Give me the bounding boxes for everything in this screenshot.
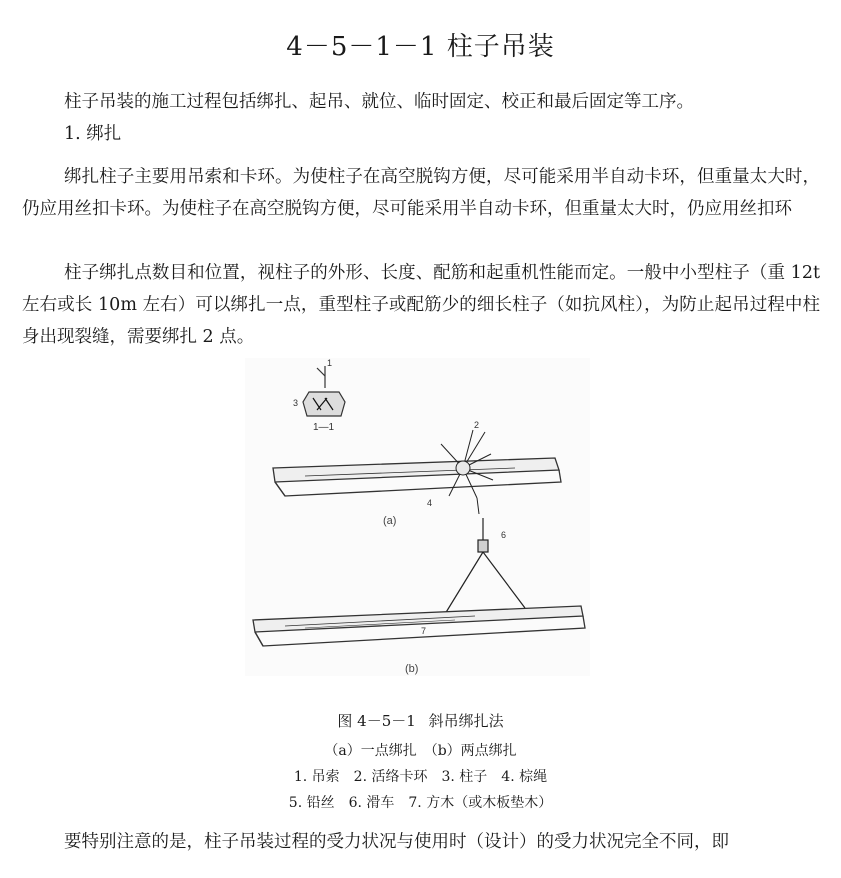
- callout-2-a: 2: [474, 420, 480, 430]
- callout-6-b: 6: [501, 530, 507, 540]
- diagram-a-label: (a): [383, 515, 397, 527]
- figure-subcaption: （a）一点绑扎 （b）两点绑扎: [324, 743, 517, 759]
- figure-legend-line-2: 5. 铅丝 6. 滑车 7. 方木（或木板垫木）: [288, 795, 553, 811]
- figure-number: 图 4－5－1: [337, 712, 416, 730]
- callout-4-a: 4: [427, 498, 433, 508]
- callout-1-top: 1: [327, 358, 333, 368]
- binding-points-paragraph: 柱子绑扎点数目和位置，视柱子的外形、长度、配筋和起重机性能而定。一般中小型柱子（重 12t 左右或长 10m 左右）可以绑扎一点，重型柱子或配筋少的细长柱子（如抗风柱），为防止起吊过程中柱身出现裂缝，需要绑扎 2 点。: [22, 263, 820, 347]
- closing-paragraph: 要特别注意的是，柱子吊装过程的受力状况与使用时（设计）的受力状况完全不同，即: [64, 832, 729, 852]
- intro-paragraph: 柱子吊装的施工过程包括绑扎、起吊、就位、临时固定、校正和最后固定等工序。: [64, 92, 694, 112]
- binding-paragraph: 绑扎柱子主要用吊索和卡环。为使柱子在高空脱钩方便，尽可能采用半自动卡环，但重量太大时，仍应用丝扣卡环。为使柱子在高空脱钩方便，尽可能采用半自动卡环，但重量太大时，仍应用丝扣环: [22, 167, 820, 219]
- callout-7-b: 7: [421, 626, 427, 636]
- section-label: 1—1: [313, 422, 335, 433]
- subheading-binding: 1. 绑扎: [64, 124, 122, 144]
- section-title: 4－5－1－1 柱子吊装: [286, 32, 555, 62]
- figure-caption: [0, 710, 841, 731]
- diagonal-binding-figure: [245, 358, 590, 676]
- diagram-b-label: (b): [405, 663, 419, 675]
- figure-legend-line-1: 1. 吊索 2. 活络卡环 3. 柱子 4. 棕绳: [293, 769, 548, 785]
- callout-3-top: 3: [293, 398, 299, 408]
- figure-title: 斜吊绑扎法: [428, 712, 504, 730]
